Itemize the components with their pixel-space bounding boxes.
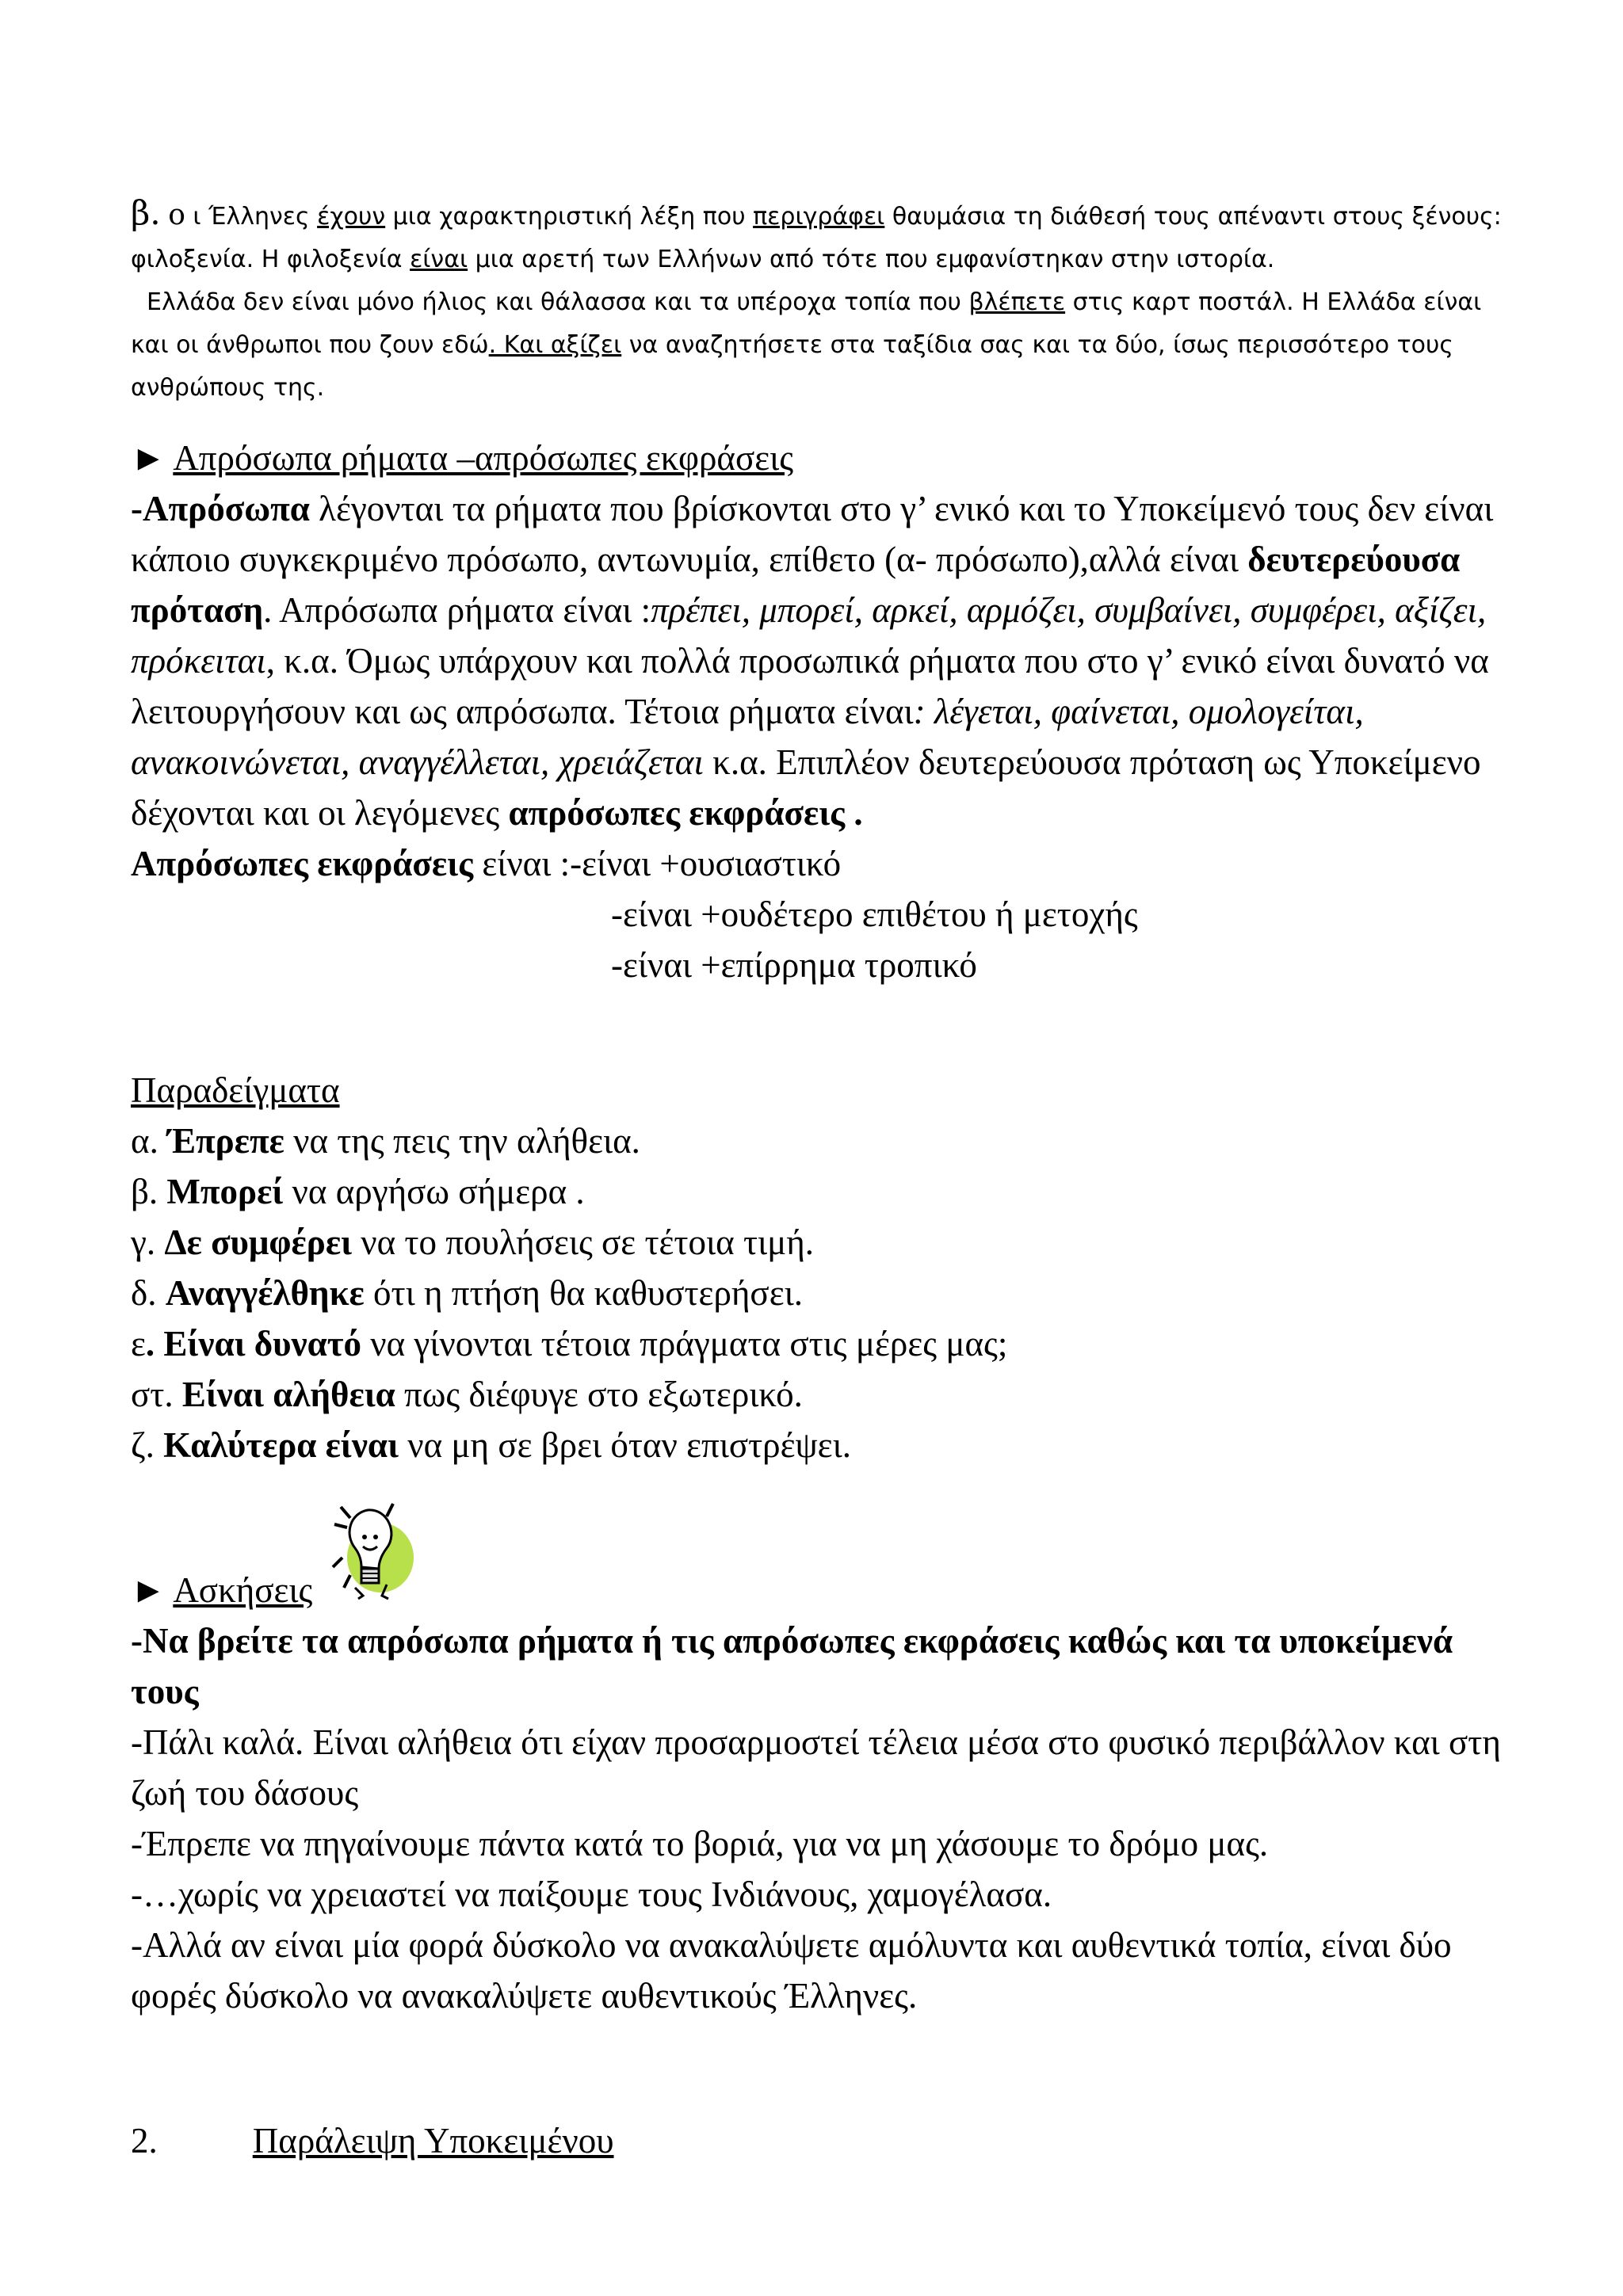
text-run: να της πεις την αλήθεια.	[284, 1121, 640, 1161]
exercise-instruction: -Να βρείτε τα απρόσωπα ρήματα ή τις απρόσωπες εκφράσεις καθώς και τα υποκείμενά τους	[131, 1621, 1453, 1711]
underlined-word: βλέπετε	[968, 288, 1066, 316]
bold-term: Απρόσωπες εκφράσεις	[131, 844, 474, 883]
example-item	[131, 1268, 1502, 1318]
example-item	[131, 1116, 1502, 1166]
intro-paragraph	[131, 192, 1502, 410]
example-item	[131, 1420, 1502, 1470]
exercise-sentence: -Αλλά αν είναι μία φορά δύσκολο να ανακαλύψετε αμόλυντα και αυθεντικά τοπία, είναι δύο φορές δύσκολο να ανακαλύψετε αυθεντικούς Έλληνες.	[131, 1925, 1452, 2016]
exercise-lines	[131, 1717, 1502, 2021]
text-run: λέγονται τα ρήματα που βρίσκονται στο γ’ ενικό και το Υποκείμενό τους δεν είναι κάποιο συγκεκριμένο πρόσωπο, αντωνυμία, επίθετο (α- πρόσωπο),αλλά είναι	[131, 489, 1494, 579]
examples-heading: Παραδείγματα	[131, 1070, 340, 1110]
intro-letter: β.	[131, 193, 161, 232]
text-run: -	[131, 489, 143, 528]
example-keyword: Δε συμφέρει	[164, 1222, 352, 1262]
intro-text	[131, 192, 1502, 281]
section-heading-text: Απρόσωπα ρήματα –απρόσωπες εκφράσεις	[173, 438, 794, 478]
text-run: ότι η πτήση θα καθυστερήσει.	[364, 1273, 803, 1313]
exercise-sentence: -Έπρεπε να πηγαίνουμε πάντα κατά το βοριά, για να μη χάσουμε το δρόμο μας.	[131, 1824, 1269, 1863]
text-run: στις καρτ ποστάλ. Η Ελλάδα είναι και οι άνθρωποι που ζουν εδώ	[131, 288, 1482, 359]
text-run: είναι :-είναι +ουσιαστικό	[473, 844, 842, 883]
example-keyword: Είναι αλήθεια	[181, 1375, 395, 1414]
text-run: ε	[131, 1324, 146, 1363]
section-2-heading	[131, 2115, 1502, 2166]
text-run: στ.	[131, 1375, 182, 1414]
intro-text-2	[131, 281, 1502, 410]
text-run: θαυμάσια τη διάθεσή τους απέναντι στους ξένους: φιλοξενία. Η φιλοξενία	[131, 203, 1502, 273]
text-run: β.	[131, 1172, 167, 1211]
section-number: 2.	[131, 2121, 158, 2161]
text-run: ι Έλληνες	[185, 203, 318, 231]
example-item	[131, 1369, 1502, 1420]
expressions-line: -είναι +επίρρημα τροπικό	[611, 945, 977, 985]
example-item	[131, 1217, 1502, 1268]
italic-list: πρέπει, μπορεί, αρκεί, αρμόζει, συμβαίνει, συμφέρει, αξίζει, πρόκειται	[131, 590, 1487, 681]
text-run: ζ.	[131, 1425, 164, 1465]
example-keyword: Μπορεί	[166, 1172, 284, 1211]
definition-paragraph	[131, 483, 1502, 838]
triangle-marker: ►	[131, 1570, 174, 1610]
section-heading	[131, 433, 1502, 483]
exercises-heading	[131, 1565, 1502, 1615]
text-run: Ελλάδα δεν είναι μόνο ήλιος και θάλασσα και τα υπέροχα τοπία που	[147, 288, 969, 316]
section-2	[131, 2115, 1502, 2166]
underlined-word: . Και αξίζει	[488, 331, 622, 359]
examples-section	[131, 1065, 1502, 1470]
example-keyword: Καλύτερα είναι	[163, 1425, 399, 1465]
text-run: γ.	[131, 1222, 165, 1262]
text-run: κ.α. Επιπλέον δευτερεύουσα πρόταση ως Υποκείμενο δέχονται και οι λεγόμενες	[131, 742, 1481, 833]
text-run: , κ.α. Όμως υπάρχουν και πολλά προσωπικά ρήματα που στο γ’ ενικό είναι δυνατό να λειτουργήσουν και ως απρόσωπα. Τέτοια ρήματα είναι	[131, 641, 1489, 731]
text-run: πως διέφυγε στο εξωτερικό.	[395, 1375, 803, 1414]
expressions-line: -είναι +ουδέτερο επιθέτου ή μετοχής	[611, 894, 1138, 934]
bold-term: Απρόσωπα	[143, 489, 310, 528]
text-run: . Απρόσωπα ρήματα είναι :	[263, 590, 651, 630]
section-2-title: Παράλειψη Υποκειμένου	[252, 2121, 614, 2161]
exercises-heading-text: Ασκήσεις	[173, 1570, 313, 1610]
example-item	[131, 1318, 1502, 1369]
text-run: α.	[131, 1121, 168, 1161]
text-run: να αργήσω σήμερα .	[283, 1172, 585, 1211]
intro-initial: ο	[168, 199, 185, 231]
example-keyword: Αναγγέλθηκε	[165, 1273, 365, 1313]
bold-term: δευτερεύουσα πρόταση	[131, 540, 1461, 630]
example-keyword: . Είναι δυνατό	[145, 1324, 361, 1363]
text-run: να μη σε βρει όταν επιστρέψει.	[399, 1425, 851, 1465]
exercise-sentence: -…χωρίς να χρειαστεί να παίξουμε τους Ινδιάνους, χαμογέλασα.	[131, 1875, 1052, 1914]
text-run: μια χαρακτηριστική λέξη που	[385, 203, 754, 231]
underlined-word: έχουν	[317, 203, 386, 231]
bold-term: απρόσωπες εκφράσεις .	[508, 793, 863, 833]
underlined-word: είναι	[410, 246, 468, 273]
section-impersonal-verbs	[131, 433, 1502, 990]
exercise-sentence: -Πάλι καλά. Είναι αλήθεια ότι είχαν προσαρμοστεί τέλεια μέσα στο φυσικό περιβάλλον και στη ζωή του δάσους	[131, 1722, 1501, 1813]
text-run: μια αρετή των Ελλήνων από τότε που εμφανίστηκαν στην ιστορία.	[468, 246, 1275, 273]
underlined-word: περιγράφει	[753, 203, 885, 231]
example-item	[131, 1166, 1502, 1217]
italic-list: : λέγεται, φαίνεται, ομολογείται, ανακοινώνεται, αναγγέλλεται, χρειάζεται	[131, 692, 1364, 782]
text-run: δ.	[131, 1273, 166, 1313]
triangle-marker: ►	[131, 438, 174, 478]
text-run: να το πουλήσεις σε τέτοια τιμή.	[352, 1222, 815, 1262]
text-run: να γίνονται τέτοια πράγματα στις μέρες μας;	[361, 1324, 1008, 1363]
expressions-line	[131, 838, 1502, 889]
text-run: να αναζητήσετε στα ταξίδια σας και τα δύο, ίσως περισσότερο τους ανθρώπους της.	[131, 331, 1453, 402]
examples-list	[131, 1116, 1502, 1470]
exercises-section	[131, 1565, 1502, 2021]
example-keyword: Έπρεπε	[167, 1121, 285, 1161]
